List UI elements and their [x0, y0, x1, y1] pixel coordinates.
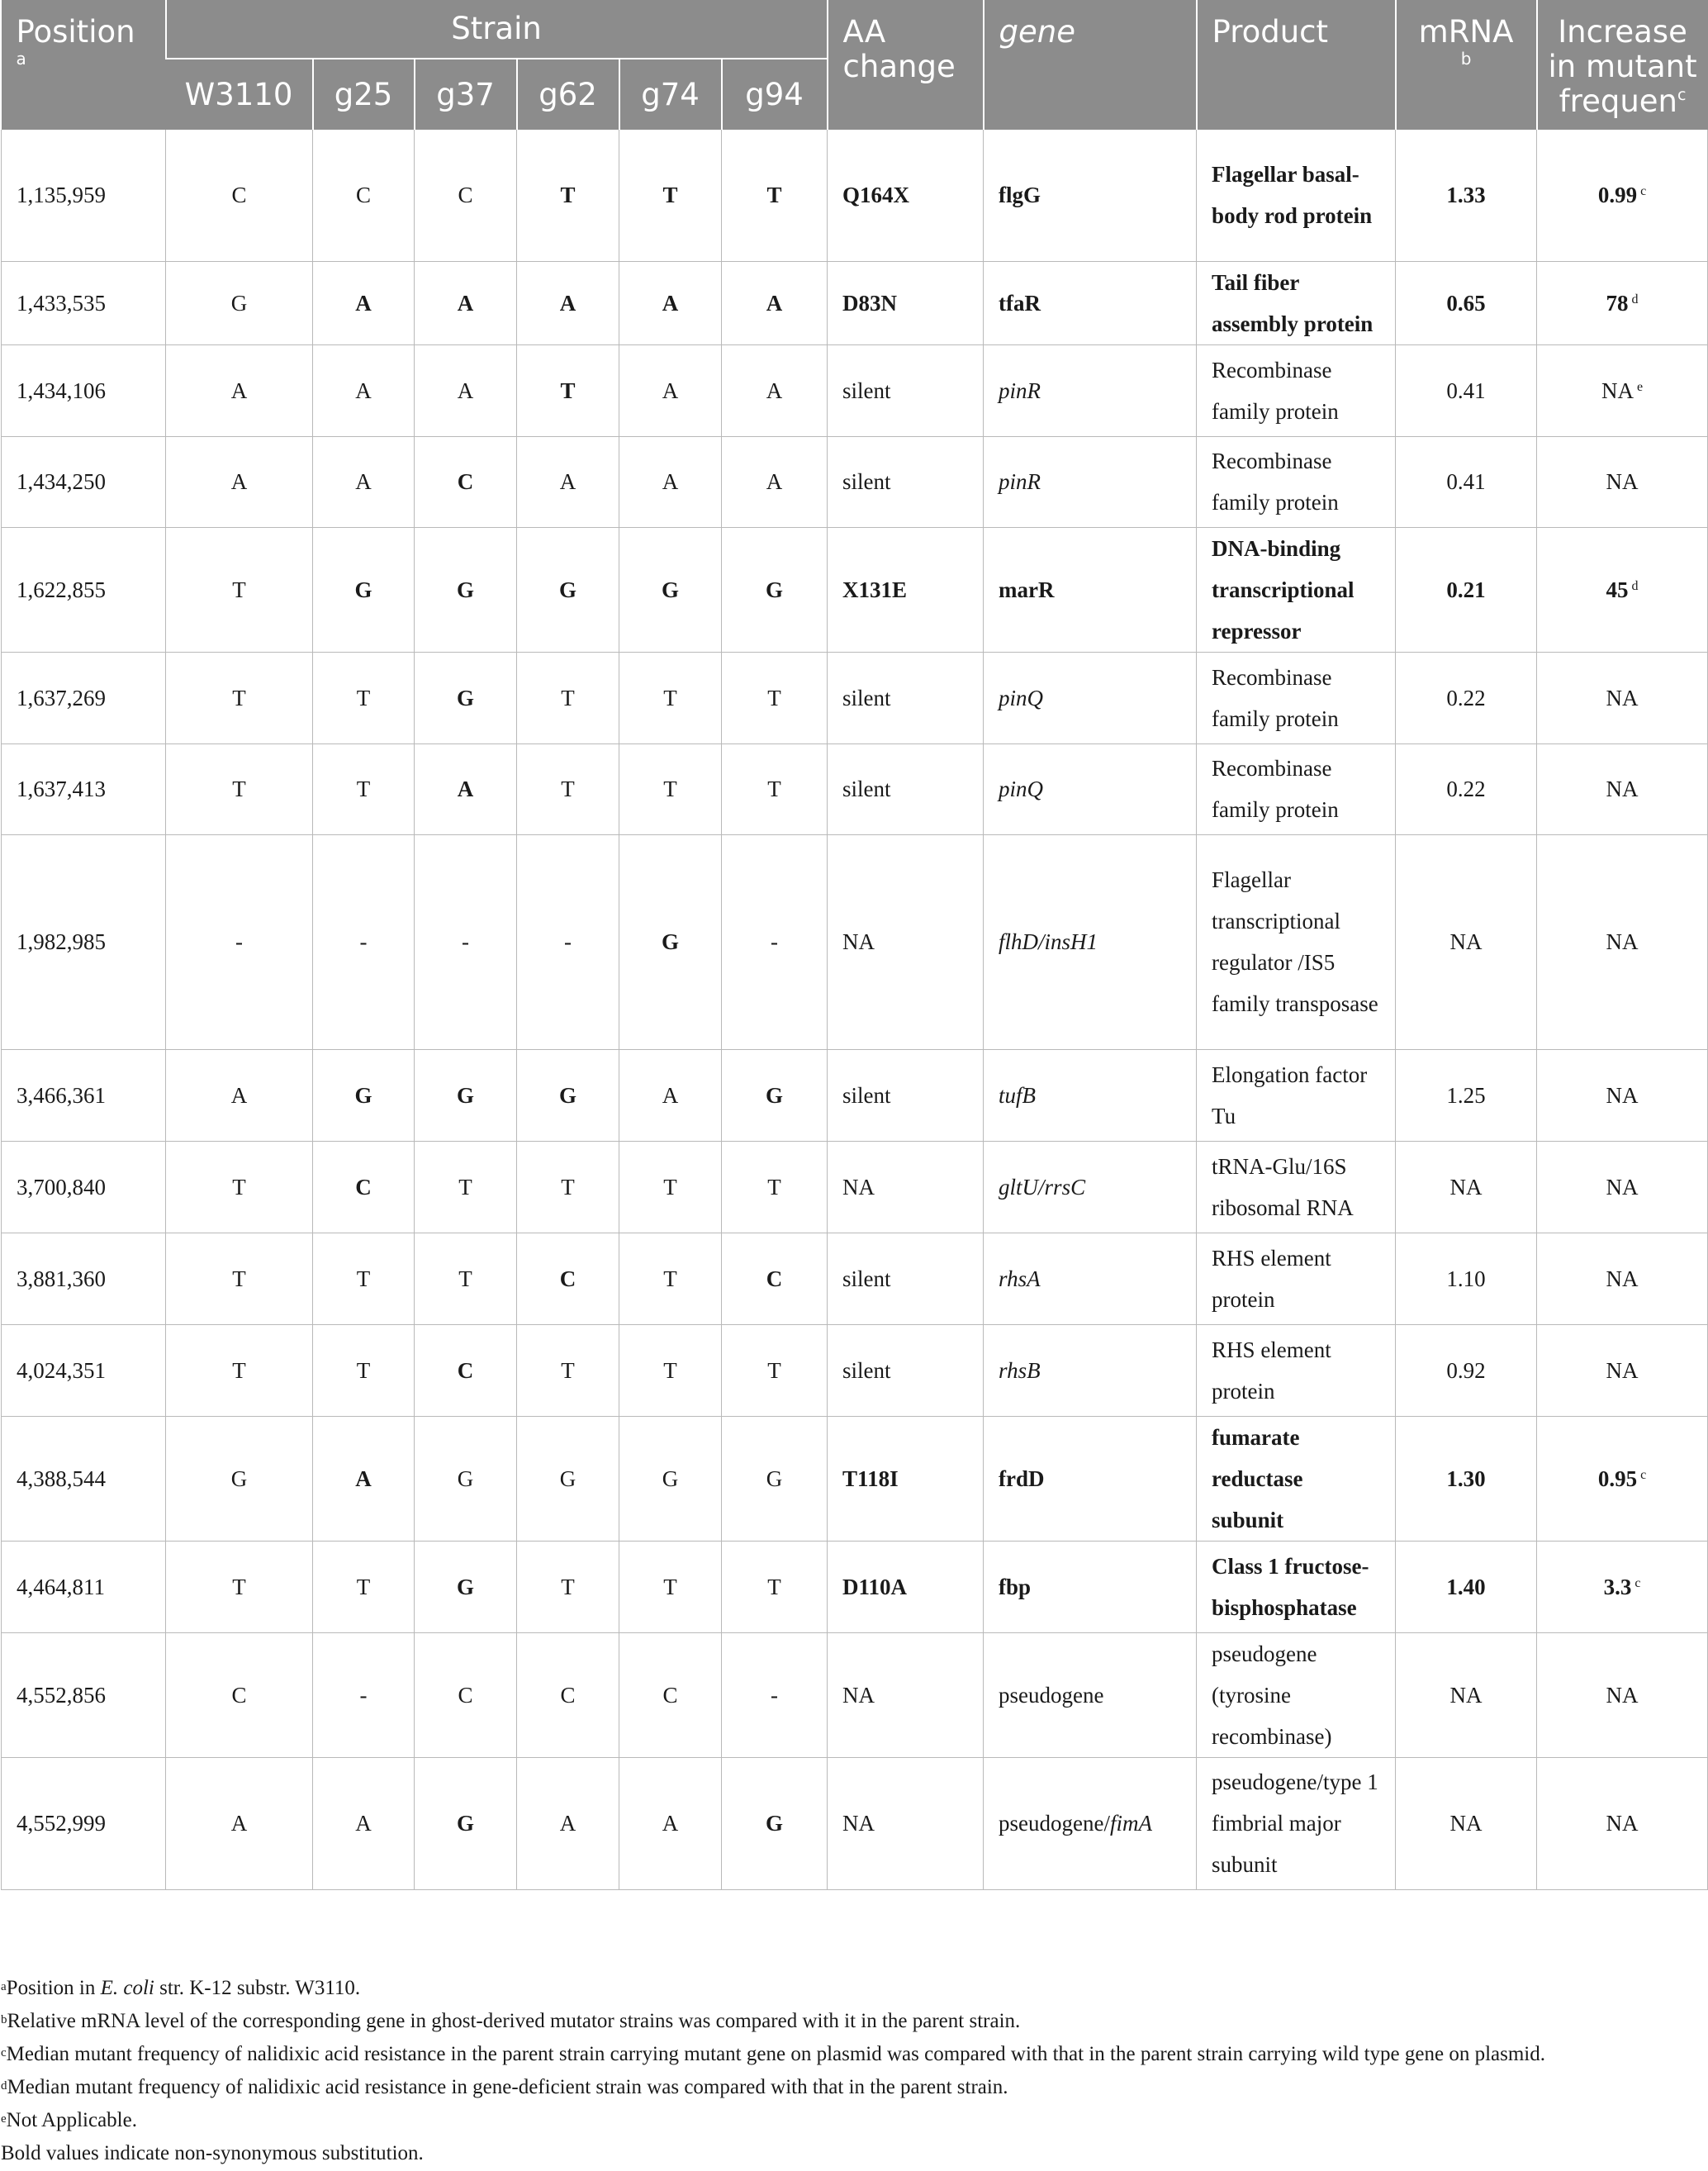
cell-allele-g25: A [313, 1416, 415, 1541]
footnote-mark: c [1, 2046, 7, 2059]
cell-allele-g25: C [313, 1141, 415, 1233]
cell-increase [1537, 652, 1708, 743]
cell-allele-g74: C [619, 1632, 722, 1757]
cell-allele-g62: A [517, 1757, 619, 1889]
cell-allele-w3110: T [166, 743, 313, 834]
cell-position: 3,881,360 [2, 1233, 166, 1324]
cell-gene [984, 1141, 1197, 1233]
header-increase-label: Increase in mutant frequen [1548, 14, 1697, 119]
table-row [2, 834, 1708, 1049]
cell-aa-change: NA [828, 834, 984, 1049]
cell-mrna: 0.92 [1396, 1324, 1537, 1416]
increase-value: 78 [1606, 290, 1629, 316]
table-row [2, 344, 1708, 436]
cell-gene [984, 344, 1197, 436]
mutation-table [1, 0, 1708, 1890]
header-increase-note: c [1677, 86, 1687, 104]
cell-increase [1537, 344, 1708, 436]
increase-value: NA [1606, 1082, 1639, 1108]
table-row [2, 436, 1708, 527]
cell-aa-change: T118I [828, 1416, 984, 1541]
cell-allele-w3110: - [166, 834, 313, 1049]
cell-allele-g74: A [619, 436, 722, 527]
header-position-note: a [16, 49, 26, 69]
cell-gene [984, 1757, 1197, 1889]
cell-product: Recombinase family protein [1197, 344, 1396, 436]
cell-allele-g37: C [415, 1632, 517, 1757]
cell-allele-g94: - [722, 834, 828, 1049]
cell-product: Flagellar transcriptional regulator /IS5 family transposase [1197, 834, 1396, 1049]
table-row [2, 1757, 1708, 1889]
cell-allele-g37: C [415, 1324, 517, 1416]
table-footnotes [1, 1972, 1702, 2170]
cell-allele-g74: T [619, 743, 722, 834]
cell-allele-g62: C [517, 1233, 619, 1324]
header-strain-g62: g62 [517, 59, 619, 130]
cell-gene [984, 1049, 1197, 1141]
increase-footnote-mark: d [1631, 578, 1639, 593]
gene-name: rhsA [999, 1266, 1041, 1291]
cell-position: 1,135,959 [2, 130, 166, 261]
header-mrna-label: mRNA [1418, 14, 1514, 50]
cell-gene [984, 1416, 1197, 1541]
table-row [2, 743, 1708, 834]
cell-increase [1537, 1632, 1708, 1757]
cell-allele-g37: A [415, 743, 517, 834]
cell-allele-g74: T [619, 1541, 722, 1632]
header-increase [1537, 0, 1708, 130]
cell-allele-g74: A [619, 344, 722, 436]
cell-product: pseudogene (tyrosine recombinase) [1197, 1632, 1396, 1757]
footnote [1, 2071, 1702, 2104]
cell-gene [984, 1233, 1197, 1324]
cell-product: Elongation factor Tu [1197, 1049, 1396, 1141]
gene-name: pseudogene [999, 1682, 1104, 1708]
cell-increase [1537, 527, 1708, 652]
cell-allele-g94: G [722, 527, 828, 652]
cell-product: RHS element protein [1197, 1324, 1396, 1416]
footnote-mark: a [1, 1980, 7, 1993]
cell-allele-g62: G [517, 1049, 619, 1141]
cell-gene [984, 652, 1197, 743]
cell-position: 1,433,535 [2, 261, 166, 344]
cell-increase [1537, 261, 1708, 344]
increase-footnote-mark: e [1636, 379, 1644, 394]
cell-allele-g74: T [619, 652, 722, 743]
cell-allele-g62: G [517, 1416, 619, 1541]
cell-allele-w3110: T [166, 527, 313, 652]
increase-footnote-mark: c [1640, 1467, 1647, 1482]
cell-allele-g62: G [517, 527, 619, 652]
cell-position: 3,466,361 [2, 1049, 166, 1141]
increase-footnote-mark: c [1634, 1575, 1641, 1590]
increase-value: NA [1606, 929, 1639, 954]
header-strain-g37: g37 [415, 59, 517, 130]
gene-name: frdD [999, 1466, 1045, 1491]
cell-allele-g25: G [313, 527, 415, 652]
table-header [2, 0, 1708, 130]
gene-name: marR [999, 577, 1055, 602]
cell-aa-change: D83N [828, 261, 984, 344]
cell-allele-w3110: A [166, 1049, 313, 1141]
cell-mrna: NA [1396, 1757, 1537, 1889]
cell-allele-g25: A [313, 436, 415, 527]
cell-gene [984, 527, 1197, 652]
cell-increase [1537, 130, 1708, 261]
cell-allele-g62: - [517, 834, 619, 1049]
cell-position: 3,700,840 [2, 1141, 166, 1233]
cell-increase [1537, 1233, 1708, 1324]
table-row [2, 1049, 1708, 1141]
cell-allele-g62: T [517, 1324, 619, 1416]
cell-allele-w3110: C [166, 1632, 313, 1757]
cell-product: Recombinase family protein [1197, 743, 1396, 834]
cell-allele-g74: A [619, 1757, 722, 1889]
cell-allele-g25: G [313, 1049, 415, 1141]
cell-allele-g74: T [619, 1324, 722, 1416]
footnote-text: Not Applicable. [6, 2109, 137, 2131]
cell-allele-g25: T [313, 1541, 415, 1632]
table-row [2, 1632, 1708, 1757]
cell-aa-change: silent [828, 743, 984, 834]
header-strain: Strain [166, 0, 828, 59]
table-row [2, 1233, 1708, 1324]
cell-mrna: 0.22 [1396, 743, 1537, 834]
cell-allele-w3110: G [166, 261, 313, 344]
increase-footnote-mark: c [1640, 184, 1647, 199]
cell-allele-g94: A [722, 344, 828, 436]
cell-allele-g62: T [517, 344, 619, 436]
cell-position: 4,552,999 [2, 1757, 166, 1889]
cell-product: fumarate reductase subunit [1197, 1416, 1396, 1541]
cell-gene [984, 834, 1197, 1049]
cell-increase [1537, 834, 1708, 1049]
gene-name: pinQ [999, 777, 1044, 801]
increase-value: NA [1606, 1811, 1639, 1836]
cell-aa-change: NA [828, 1632, 984, 1757]
cell-mrna: 0.22 [1396, 652, 1537, 743]
cell-allele-g37: A [415, 261, 517, 344]
cell-aa-change: NA [828, 1141, 984, 1233]
cell-position: 1,434,250 [2, 436, 166, 527]
cell-allele-g74: G [619, 834, 722, 1049]
cell-position: 4,552,856 [2, 1632, 166, 1757]
cell-allele-g94: T [722, 1324, 828, 1416]
cell-allele-w3110: A [166, 344, 313, 436]
cell-aa-change: X131E [828, 527, 984, 652]
cell-allele-g94: G [722, 1416, 828, 1541]
cell-aa-change: NA [828, 1757, 984, 1889]
table-body [2, 130, 1708, 1889]
gene-name: gltU/rrsC [999, 1174, 1086, 1200]
cell-mrna: 1.40 [1396, 1541, 1537, 1632]
cell-allele-g62: T [517, 652, 619, 743]
cell-allele-w3110: C [166, 130, 313, 261]
cell-allele-g94: T [722, 1141, 828, 1233]
table-row [2, 1541, 1708, 1632]
cell-allele-g94: T [722, 130, 828, 261]
cell-allele-g74: A [619, 1049, 722, 1141]
header-aa-change: AA change [828, 0, 984, 130]
cell-aa-change: Q164X [828, 130, 984, 261]
increase-value: 45 [1606, 577, 1629, 602]
footnote-mark: e [1, 2112, 7, 2126]
cell-allele-g37: C [415, 130, 517, 261]
cell-aa-change: silent [828, 436, 984, 527]
gene-name: fbp [999, 1574, 1032, 1599]
increase-footnote-mark: d [1631, 292, 1639, 306]
cell-aa-change: silent [828, 1049, 984, 1141]
cell-allele-g94: A [722, 436, 828, 527]
cell-position: 4,388,544 [2, 1416, 166, 1541]
cell-allele-g37: G [415, 1757, 517, 1889]
cell-mrna: 0.65 [1396, 261, 1537, 344]
header-strain-g25: g25 [313, 59, 415, 130]
cell-gene [984, 436, 1197, 527]
cell-allele-g25: A [313, 261, 415, 344]
header-gene: gene [984, 0, 1197, 130]
cell-allele-g37: A [415, 344, 517, 436]
cell-allele-g94: G [722, 1049, 828, 1141]
cell-position: 4,464,811 [2, 1541, 166, 1632]
cell-mrna: 1.25 [1396, 1049, 1537, 1141]
cell-allele-g37: G [415, 652, 517, 743]
cell-allele-g25: T [313, 1324, 415, 1416]
gene-name-suffix: fimA [1110, 1811, 1153, 1836]
cell-allele-g62: T [517, 743, 619, 834]
cell-allele-g37: - [415, 834, 517, 1049]
cell-increase [1537, 1141, 1708, 1233]
cell-allele-g74: G [619, 1416, 722, 1541]
cell-aa-change: silent [828, 344, 984, 436]
cell-allele-g94: G [722, 1757, 828, 1889]
cell-gene [984, 1324, 1197, 1416]
table-row [2, 1324, 1708, 1416]
gene-name: tfaR [999, 290, 1041, 316]
cell-allele-w3110: T [166, 1541, 313, 1632]
header-mrna [1396, 0, 1537, 130]
cell-position: 1,637,269 [2, 652, 166, 743]
cell-gene [984, 1541, 1197, 1632]
gene-name: pseudogene/ [999, 1811, 1111, 1836]
gene-name: flgG [999, 183, 1041, 208]
cell-gene [984, 1632, 1197, 1757]
cell-product: DNA-binding transcriptional repressor [1197, 527, 1396, 652]
header-mrna-note: b [1460, 49, 1472, 69]
gene-name: pinR [999, 469, 1041, 494]
footnote-mark: b [1, 2013, 7, 2026]
cell-increase [1537, 1757, 1708, 1889]
cell-position: 4,024,351 [2, 1324, 166, 1416]
cell-increase [1537, 1541, 1708, 1632]
cell-allele-g74: T [619, 1141, 722, 1233]
header-strain-g74: g74 [619, 59, 722, 130]
footnote [1, 2137, 1702, 2170]
increase-value: NA [1606, 777, 1639, 801]
gene-name: flhD/insH1 [999, 929, 1098, 954]
cell-allele-g37: T [415, 1141, 517, 1233]
increase-value: NA [1606, 685, 1639, 710]
cell-increase [1537, 743, 1708, 834]
header-strain-g94: g94 [722, 59, 828, 130]
cell-position: 1,434,106 [2, 344, 166, 436]
footnote-italic: E. coli [100, 1977, 154, 1999]
cell-increase [1537, 1416, 1708, 1541]
cell-allele-g25: C [313, 130, 415, 261]
gene-name: pinQ [999, 685, 1044, 710]
cell-allele-g62: T [517, 130, 619, 261]
cell-allele-g25: A [313, 1757, 415, 1889]
cell-aa-change: silent [828, 1233, 984, 1324]
cell-allele-g37: C [415, 436, 517, 527]
gene-name: pinR [999, 378, 1041, 403]
table-row [2, 261, 1708, 344]
cell-increase [1537, 436, 1708, 527]
cell-allele-g94: T [722, 743, 828, 834]
cell-allele-g62: C [517, 1632, 619, 1757]
cell-aa-change: D110A [828, 1541, 984, 1632]
cell-allele-w3110: T [166, 652, 313, 743]
cell-product: tRNA-Glu/16S ribosomal RNA [1197, 1141, 1396, 1233]
increase-value: NA [1606, 469, 1639, 494]
header-position-label: Position [16, 14, 135, 50]
footnote [1, 1972, 1702, 2005]
cell-increase [1537, 1049, 1708, 1141]
cell-mrna: NA [1396, 834, 1537, 1049]
increase-value: NA [1606, 1357, 1639, 1383]
cell-mrna: NA [1396, 1141, 1537, 1233]
cell-mrna: 1.33 [1396, 130, 1537, 261]
cell-allele-g25: T [313, 743, 415, 834]
cell-product: Recombinase family protein [1197, 652, 1396, 743]
cell-allele-g37: G [415, 527, 517, 652]
gene-name: rhsB [999, 1357, 1041, 1383]
cell-gene [984, 261, 1197, 344]
footnote [1, 2005, 1702, 2038]
gene-name: tufB [999, 1082, 1037, 1108]
cell-allele-g25: A [313, 344, 415, 436]
cell-allele-g94: T [722, 1541, 828, 1632]
cell-allele-w3110: T [166, 1324, 313, 1416]
cell-allele-g74: T [619, 130, 722, 261]
cell-allele-g25: T [313, 652, 415, 743]
footnote [1, 2104, 1702, 2137]
cell-mrna: 0.21 [1396, 527, 1537, 652]
footnote-text: Bold values indicate non-synonymous substitution. [1, 2142, 424, 2164]
cell-allele-g37: G [415, 1416, 517, 1541]
cell-allele-g94: C [722, 1233, 828, 1324]
cell-product: RHS element protein [1197, 1233, 1396, 1324]
increase-value: 0.99 [1597, 183, 1638, 208]
cell-mrna: NA [1396, 1632, 1537, 1757]
cell-allele-g94: T [722, 652, 828, 743]
increase-value: 3.3 [1603, 1574, 1632, 1599]
cell-allele-w3110: T [166, 1233, 313, 1324]
increase-value: NA [1606, 1174, 1639, 1200]
cell-allele-g62: A [517, 261, 619, 344]
cell-allele-w3110: A [166, 436, 313, 527]
cell-position: 1,637,413 [2, 743, 166, 834]
footnote-text: Median mutant frequency of nalidixic acid resistance in the parent strain carrying mutant gene on plasmid was compared with that in the parent strain carrying wild type gene on plasmid. [6, 2043, 1545, 2065]
increase-value: NA [1606, 1266, 1639, 1291]
cell-allele-g74: A [619, 261, 722, 344]
increase-value: 0.95 [1597, 1466, 1638, 1491]
cell-allele-g94: A [722, 261, 828, 344]
cell-allele-g62: T [517, 1141, 619, 1233]
cell-product: Tail fiber assembly protein [1197, 261, 1396, 344]
cell-mrna: 1.10 [1396, 1233, 1537, 1324]
cell-allele-g25: T [313, 1233, 415, 1324]
cell-allele-w3110: T [166, 1141, 313, 1233]
cell-allele-g37: G [415, 1049, 517, 1141]
footnote-mark: d [1, 2079, 7, 2093]
cell-allele-g74: T [619, 1233, 722, 1324]
cell-product: Recombinase family protein [1197, 436, 1396, 527]
cell-mrna: 1.30 [1396, 1416, 1537, 1541]
cell-gene [984, 743, 1197, 834]
cell-allele-g37: G [415, 1541, 517, 1632]
header-strain-w3110: W3110 [166, 59, 313, 130]
cell-allele-g94: - [722, 1632, 828, 1757]
footnote-text: Relative mRNA level of the corresponding gene in ghost-derived mutator strains was compared with it in the parent strain. [7, 2010, 1021, 2032]
increase-value: NA [1606, 1682, 1639, 1708]
cell-aa-change: silent [828, 652, 984, 743]
cell-mrna: 0.41 [1396, 436, 1537, 527]
footnote-text: Median mutant frequency of nalidixic acid resistance in gene-deficient strain was compared with that in the parent strain. [7, 2076, 1008, 2098]
footnote-text-end: str. K-12 substr. W3110. [154, 1977, 361, 1999]
cell-gene [984, 130, 1197, 261]
cell-allele-g37: T [415, 1233, 517, 1324]
cell-product: pseudogene/type 1 fimbrial major subunit [1197, 1757, 1396, 1889]
cell-allele-g25: - [313, 834, 415, 1049]
cell-mrna: 0.41 [1396, 344, 1537, 436]
cell-allele-g62: A [517, 436, 619, 527]
table-row [2, 1141, 1708, 1233]
footnote-text: Position in [6, 1977, 101, 1999]
cell-allele-w3110: A [166, 1757, 313, 1889]
table-row [2, 652, 1708, 743]
cell-aa-change: silent [828, 1324, 984, 1416]
cell-product: Flagellar basal-body rod protein [1197, 130, 1396, 261]
table-row [2, 1416, 1708, 1541]
cell-increase [1537, 1324, 1708, 1416]
cell-allele-g62: T [517, 1541, 619, 1632]
cell-allele-g74: G [619, 527, 722, 652]
cell-allele-w3110: G [166, 1416, 313, 1541]
table-row [2, 527, 1708, 652]
cell-product: Class 1 fructose-bisphosphatase [1197, 1541, 1396, 1632]
table-row [2, 130, 1708, 261]
cell-position: 1,622,855 [2, 527, 166, 652]
footnote [1, 2038, 1702, 2071]
header-product: Product [1197, 0, 1396, 130]
cell-position: 1,982,985 [2, 834, 166, 1049]
cell-allele-g25: - [313, 1632, 415, 1757]
header-position [2, 0, 166, 130]
increase-value: NA [1601, 378, 1634, 403]
